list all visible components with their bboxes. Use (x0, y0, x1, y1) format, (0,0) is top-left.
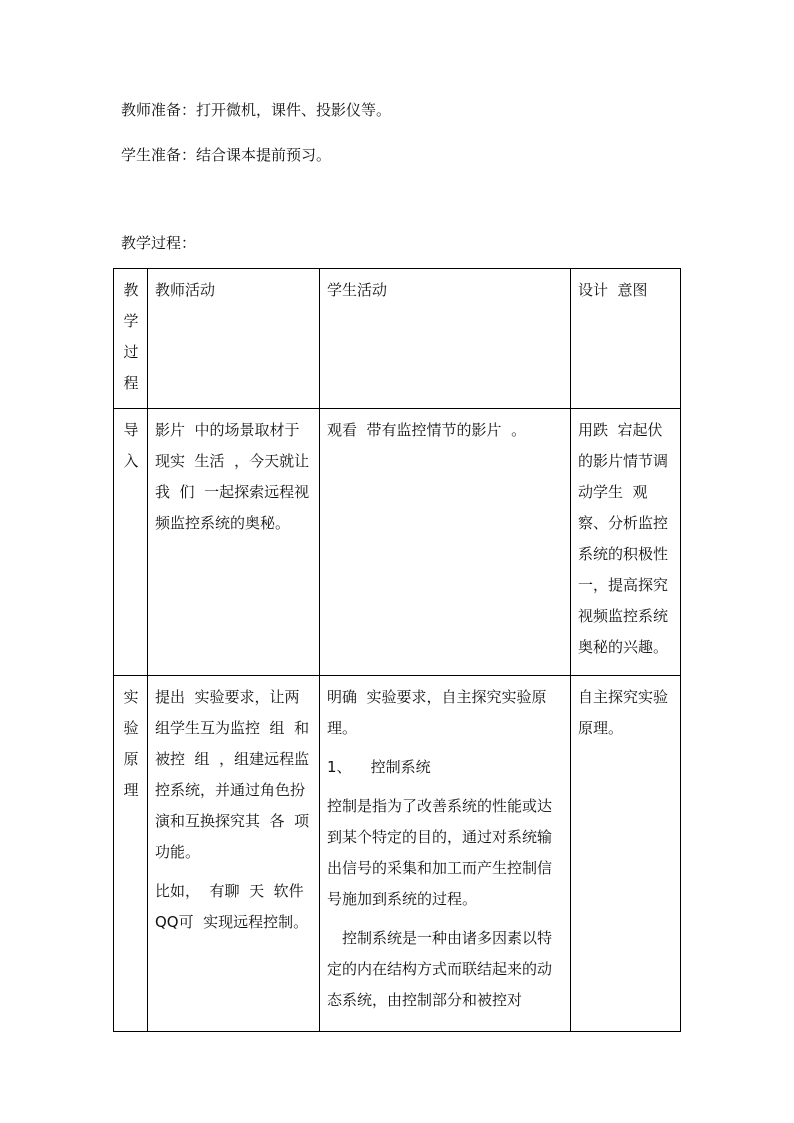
stage-cell (114, 676, 148, 1032)
student-preparation: 学生准备：结合课本提前预习。 (121, 146, 332, 164)
design-intent-text: 用跌 宕起伏的影片情节调动学生 观察、分析监控系统的积极性一，提高探究视频监控系统奥秘的兴趣。 (578, 421, 669, 656)
student-activity-cell (320, 409, 571, 676)
header-student-text: 学生活动 (327, 281, 388, 299)
control-system-text: 控制系统是一种由诸多因素以特定的内在结构方式而联结起来的动态系统，由控制部分和被控对 (327, 929, 553, 1009)
control-definition-text: 控制是指为了改善系统的性能或达到某个特定的目的，通过对系统输出信号的采集和加工而产生控制信号施加到系统的过程。 (327, 797, 553, 908)
table-row (114, 676, 681, 1032)
teacher-activity-text: 影片 中的场景取材于现实 生活 ，今天就让我 们 一起探索远程视频监控系统的奥秘。 (155, 421, 310, 532)
design-intent-cell (571, 409, 681, 676)
header-design-cell (571, 269, 681, 409)
design-intent-cell (571, 676, 681, 1032)
teacher-activity-cell (148, 676, 320, 1032)
teacher-preparation: 教师准备：打开微机，课件、投影仪等。 (121, 101, 392, 119)
header-design-text: 设计 意图 (578, 281, 648, 299)
design-intent-text: 自主探究实验原理。 (578, 688, 669, 737)
control-system-heading: 1、 控制系统 (327, 758, 431, 776)
header-stage-text: 教 学 过 程 (123, 281, 139, 392)
table-row (114, 409, 681, 676)
table-header-row (114, 269, 681, 409)
header-student-cell (320, 269, 571, 409)
stage-text: 导 入 (123, 421, 139, 470)
teaching-process-title: 教学过程： (121, 234, 197, 252)
teacher-activity-cell (148, 409, 320, 676)
student-activity-cell (320, 676, 571, 1032)
header-teacher-text: 教师活动 (155, 281, 216, 299)
student-activity-text: 观看 带有监控情节的影片 。 (327, 421, 527, 439)
teacher-activity-text: 提出 实验要求，让两组学生互为监控 组 和被控 组 ，组建远程监控系统，并通过角色扮演和互换探究其 各 项 功能。 (155, 688, 319, 861)
stage-cell (114, 409, 148, 676)
teaching-process-table (113, 268, 681, 1032)
teacher-activity-example: 比如， 有聊 天 软件QQ可 实现远程控制。 (155, 882, 309, 931)
header-teacher-cell (148, 269, 320, 409)
student-activity-text: 明确 实验要求，自主探究实验原理。 (327, 688, 547, 737)
header-stage-cell (114, 269, 148, 409)
stage-text: 实 验 原 理 (123, 688, 139, 799)
